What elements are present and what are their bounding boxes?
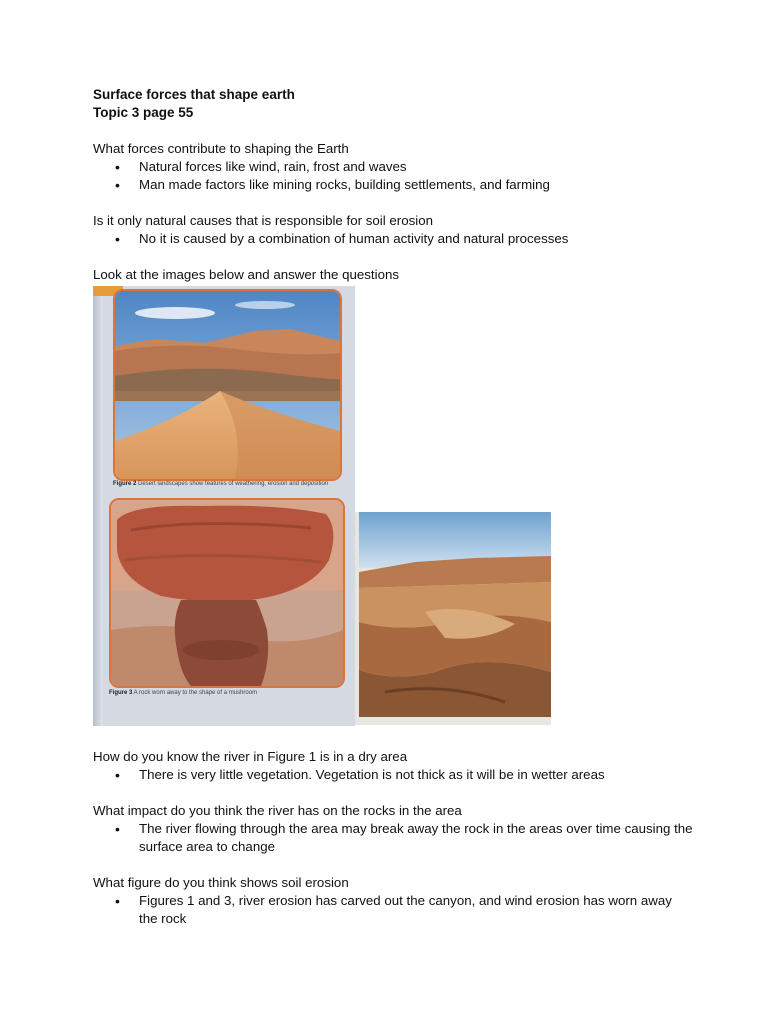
question-soil-erosion-causes: Is it only natural causes that is responsible for soil erosion: [93, 213, 433, 228]
answer-list: [93, 766, 693, 784]
answer-item: • The river flowing through the area may break away the rock in the areas over time causing the surface area to change: [93, 820, 693, 856]
document-title: Surface forces that shape earth: [93, 87, 295, 102]
document-subtitle: Topic 3 page 55: [93, 105, 194, 120]
answer-list: [93, 230, 693, 248]
answer-item: • Natural forces like wind, rain, frost and waves: [93, 158, 693, 176]
answer-item: • Man made factors like mining rocks, building settlements, and farming: [93, 176, 693, 194]
answer-list: [93, 158, 693, 194]
question-dry-area: How do you know the river in Figure 1 is in a dry area: [93, 749, 408, 764]
answer-item: • Figures 1 and 3, river erosion has carved out the canyon, and wind erosion has worn away the rock: [93, 892, 693, 928]
answer-list: [93, 892, 693, 928]
answer-list: [93, 820, 693, 856]
images-intro: Look at the images below and answer the questions: [93, 267, 400, 282]
textbook-page-photo: [93, 286, 355, 726]
question-soil-erosion-figure: What figure do you think shows soil erosion: [93, 875, 349, 890]
question-forces: What forces contribute to shaping the Earth: [93, 141, 349, 156]
answer-item: • There is very little vegetation. Vegetation is not thick as it will be in wetter areas: [93, 766, 693, 784]
document-page: [93, 86, 693, 928]
desert-dunes-image: [113, 289, 342, 481]
figure-images: [93, 286, 553, 728]
figure-2-caption: Figure 2 Desert landscapes show features of weathering, erosion and deposition: [113, 481, 329, 487]
answer-item: • No it is caused by a combination of human activity and natural processes: [93, 230, 693, 248]
mushroom-rock-image: [109, 498, 345, 688]
figure-3-caption: Figure 3 A rock worn away to the shape of a mushroom: [109, 690, 258, 696]
canyon-image: [355, 512, 551, 725]
question-river-impact: What impact do you think the river has on the rocks in the area: [93, 803, 462, 818]
